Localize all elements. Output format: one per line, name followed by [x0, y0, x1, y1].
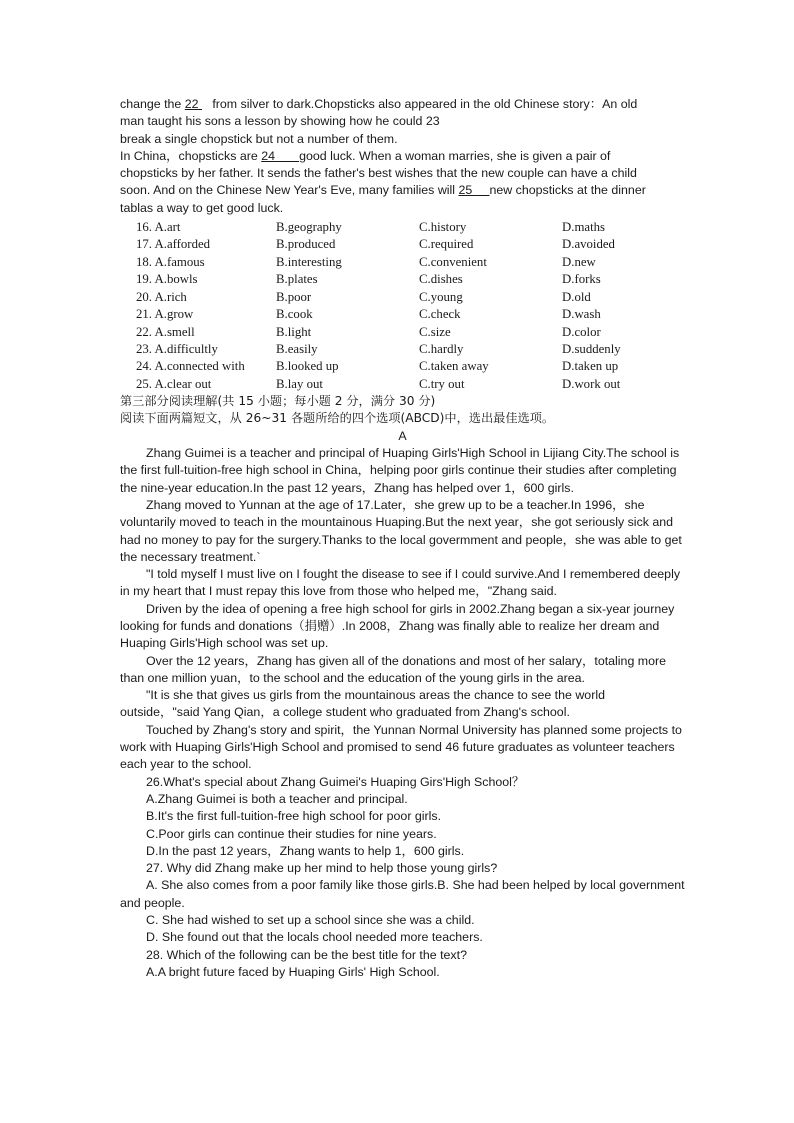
option-row: [136, 324, 662, 341]
cloze-line-4: In China，chopsticks are 24 good luck. When a woman marries, she is given a pair of: [120, 148, 611, 163]
option-a-text: A.bowls: [154, 272, 198, 287]
question-26-option-d: D.In the past 12 years，Zhang wants to help 1，600 girls.: [146, 843, 465, 858]
passage-paragraph-1: Zhang Guimei is a teacher and principal of Huaping Girls'High School in Lijiang City.The school is the first full-tuition-free high school in China，helping poor girls continue their studies after completing the nine-year education.In the past 12 years，Zhang has helped over 1，600 girls.: [120, 446, 680, 495]
option-b: B.interesting: [276, 254, 342, 269]
option-b: B.easily: [276, 341, 318, 356]
question-number: 19.: [136, 272, 155, 287]
question-number: 23.: [136, 341, 155, 356]
option-d: D.new: [562, 254, 596, 269]
option-b: B.produced: [276, 237, 336, 252]
option-a-text: A.art: [154, 220, 181, 235]
question-number: 24.: [136, 359, 155, 374]
question-number: 18.: [136, 254, 155, 269]
question-28: 28. Which of the following can be the best title for the text?: [146, 947, 467, 962]
question-26-option-b: B.It's the first full-tuition-free high school for poor girls.: [146, 809, 442, 824]
option-a: [136, 271, 276, 288]
cloze-line-3: break a single chopstick but not a number of them.: [120, 131, 398, 146]
option-a: [136, 324, 276, 341]
option-a: [136, 358, 276, 375]
passage-paragraph-6: "It is she that gives us girls from the mountainous areas the chance to see the world outside，"said Yang Qian，a college student who graduated from Zhang's school.: [120, 688, 605, 720]
passage-paragraph-2: Zhang moved to Yunnan at the age of 17.Later，she grew up to be a teacher.In 1996，she voluntarily moved to teach in the mountainous Huaping.But the next year，she got seriously sick and had no money to pay for the surgery.Thanks to the local govermment and people，she was able to get the necessary treatment.`: [120, 497, 682, 564]
question-27-option-d: D. She found out that the locals chool needed more teachers.: [146, 930, 483, 945]
option-a-text: A.rich: [154, 289, 187, 304]
option-c: C.history: [419, 220, 467, 235]
option-a-text: A.connected with: [154, 359, 245, 374]
option-row: [136, 341, 662, 358]
option-d: D.old: [562, 289, 591, 304]
passage-letter: A: [398, 428, 407, 443]
option-d: D.wash: [562, 307, 601, 322]
option-a-text: A.afforded: [154, 237, 211, 252]
option-d: D.work out: [562, 376, 621, 391]
blank-24: 24: [261, 148, 279, 163]
passage-paragraph-4: Driven by the idea of opening a free high school for girls in 2002.Zhang began a six-year journey looking for funds and donations（捐赠）.In 2008，Zhang was finally able to realize her dream and Huaping Girls'High school was set up.: [120, 601, 675, 651]
option-row: [136, 271, 662, 288]
cloze-line-2: man taught his sons a lesson by showing how he could 23: [120, 114, 440, 129]
option-row: [136, 289, 662, 306]
passage-paragraph-3: "I told myself I must live on I fought the disease to see if I could survive.And I remembered deeply in my heart that I must repay this love from those who helped me，"Zhang said.: [120, 567, 681, 599]
question-number: 20.: [136, 289, 155, 304]
exam-page: [120, 96, 685, 981]
question-26-option-a: A.Zhang Guimei is both a teacher and principal.: [146, 791, 408, 806]
option-b: B.plates: [276, 272, 318, 287]
option-c: C.size: [419, 324, 451, 339]
option-row: [136, 219, 662, 236]
question-number: 22.: [136, 324, 155, 339]
option-row: [136, 236, 662, 253]
option-a: [136, 236, 276, 253]
option-a: [136, 341, 276, 358]
option-a: [136, 219, 276, 236]
option-c: C.taken away: [419, 359, 489, 374]
option-b: B.lay out: [276, 376, 323, 391]
option-d: D.forks: [562, 272, 601, 287]
section-instruction: 阅读下面两篇短文，从 26~31 各题所给的四个选项(ABCD)中，选出最佳选项。: [120, 411, 555, 426]
option-row: [136, 358, 662, 375]
option-row: [136, 306, 662, 323]
option-a-text: A.difficultly: [154, 341, 218, 356]
question-27: 27. Why did Zhang make up her mind to help those young girls?: [146, 861, 498, 876]
option-b: B.light: [276, 324, 312, 339]
question-26: 26.What's special about Zhang Guimei's Huaping Girs'High School？: [146, 774, 525, 789]
option-a: [136, 289, 276, 306]
question-number: 21.: [136, 307, 155, 322]
option-a: [136, 376, 276, 393]
question-28-option-a: A.A bright future faced by Huaping Girls' High School.: [146, 964, 440, 979]
option-c: C.required: [419, 237, 474, 252]
option-c: C.dishes: [419, 272, 463, 287]
option-c: C.convenient: [419, 254, 487, 269]
question-number: 17.: [136, 237, 155, 252]
cloze-line-1: change the 22 from silver to dark.Chopsticks also appeared in the old Chinese story：An old: [120, 97, 638, 111]
option-row: [136, 376, 662, 393]
option-b: B.poor: [276, 289, 312, 304]
option-c: C.hardly: [419, 341, 464, 356]
question-27-option-c: C. She had wished to set up a school since she was a child.: [146, 913, 475, 928]
question-number: 25.: [136, 376, 155, 391]
option-d: D.avoided: [562, 237, 615, 252]
question-26-option-c: C.Poor girls can continue their studies for nine years.: [146, 826, 437, 841]
option-a-text: A.smell: [154, 324, 195, 339]
blank-22: 22: [184, 97, 202, 111]
cloze-line-6: soon. And on the Chinese New Year's Eve, many families will 25 new chopsticks at the dinner: [120, 183, 646, 198]
section-title: 第三部分阅读理解(共 15 小题；每小题 2 分，满分 30 分): [120, 394, 436, 409]
option-c: C.check: [419, 307, 461, 322]
passage-paragraph-5: Over the 12 years，Zhang has given all of the donations and most of her salary，totaling more than one million yuan，to the school and the education of the young girls in the area.: [120, 653, 667, 685]
option-a-text: A.grow: [154, 307, 194, 322]
option-a-text: A.famous: [154, 254, 205, 269]
option-row: [136, 254, 662, 271]
blank-25: 25: [458, 183, 476, 198]
option-a-text: A.clear out: [154, 376, 212, 391]
cloze-line-5: chopsticks by her father. It sends the father's best wishes that the new couple can have a child: [120, 166, 637, 181]
option-d: D.suddenly: [562, 341, 621, 356]
option-b: B.cook: [276, 307, 313, 322]
question-27-option-ab: A. She also comes from a poor family like those girls.B. She had been helped by local government and people.: [120, 878, 685, 910]
option-c: C.young: [419, 289, 463, 304]
option-c: C.try out: [419, 376, 465, 391]
passage-paragraph-7: Touched by Zhang's story and spirit，the Yunnan Normal University has planned some projects to work with Huaping Girls'High School and promised to send 46 future graduates as volunteer teachers each year to the school.: [120, 722, 682, 772]
option-a: [136, 306, 276, 323]
question-number: 16.: [136, 220, 155, 235]
option-d: D.maths: [562, 220, 606, 235]
option-b: B.looked up: [276, 359, 339, 374]
option-a: [136, 254, 276, 271]
cloze-line-7: tablas a way to get good luck.: [120, 200, 284, 215]
cloze-options-table: [136, 219, 662, 393]
option-b: B.geography: [276, 220, 342, 235]
option-d: D.color: [562, 324, 601, 339]
option-d: D.taken up: [562, 359, 619, 374]
